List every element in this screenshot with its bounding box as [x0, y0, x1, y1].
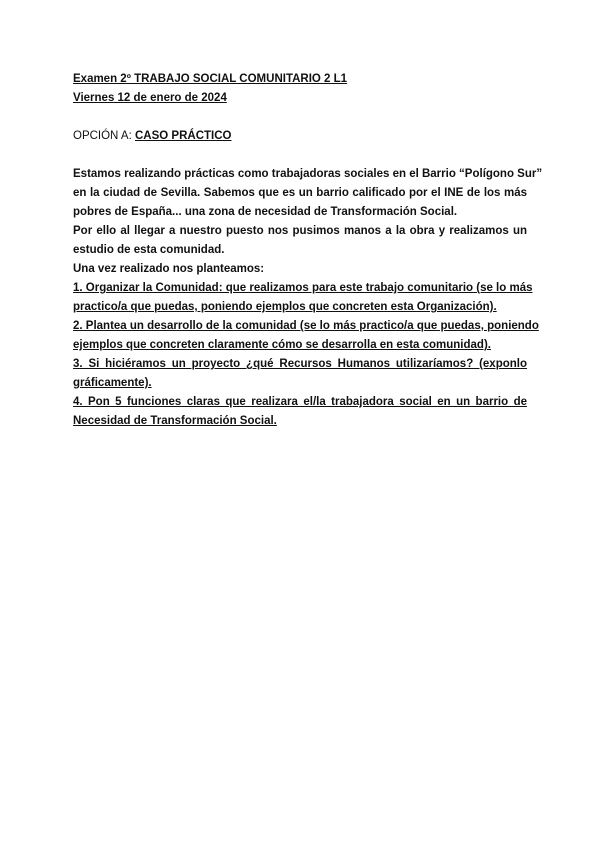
question-line: 1. Organizar la Comunidad: que realizamos para este trabajo comunitario (se lo más	[73, 282, 533, 294]
question-2	[73, 317, 539, 355]
intro-line: en la ciudad de Sevilla. Sabemos que es un barrio calificado por el INE de los más	[73, 187, 527, 199]
exam-title: Examen 2º TRABAJO SOCIAL COMUNITARIO 2 L1	[73, 73, 348, 85]
question-4	[73, 393, 527, 431]
option-title: CASO PRÁCTICO	[135, 130, 232, 142]
intro-paragraph	[73, 165, 543, 279]
question-1	[73, 279, 533, 317]
intro-line: Por ello al llegar a nuestro puesto nos pusimos manos a la obra y realizamos un	[73, 225, 527, 237]
question-line: 2. Plantea un desarrollo de la comunidad (se lo más practico/a que puedas, poniendo	[73, 320, 539, 332]
intro-line: Estamos realizando prácticas como trabajadoras sociales en el Barrio “Polígono Sur”	[73, 168, 543, 180]
intro-line: pobres de España... una zona de necesidad de Transformación Social.	[73, 206, 458, 218]
option-heading	[73, 127, 527, 146]
question-3	[73, 355, 527, 393]
option-prefix: OPCIÓN A:	[73, 130, 135, 142]
exam-date: Viernes 12 de enero de 2024	[73, 92, 227, 104]
intro-line: estudio de esta comunidad.	[73, 244, 225, 256]
document-content	[73, 70, 543, 431]
question-line: ejemplos que concreten claramente cómo se desarrolla en esta comunidad).	[73, 339, 491, 351]
question-line: gráficamente).	[73, 377, 152, 389]
question-line: practico/a que puedas, poniendo ejemplos que concreten esta Organización).	[73, 301, 497, 313]
question-line: 4. Pon 5 funciones claras que realizara el/la trabajadora social en un barrio de	[73, 396, 527, 408]
intro-line: Una vez realizado nos planteamos:	[73, 263, 265, 275]
question-line: Necesidad de Transformación Social.	[73, 415, 277, 427]
question-line: 3. Si hiciéramos un proyecto ¿qué Recursos Humanos utilizaríamos? (exponlo	[73, 358, 527, 370]
